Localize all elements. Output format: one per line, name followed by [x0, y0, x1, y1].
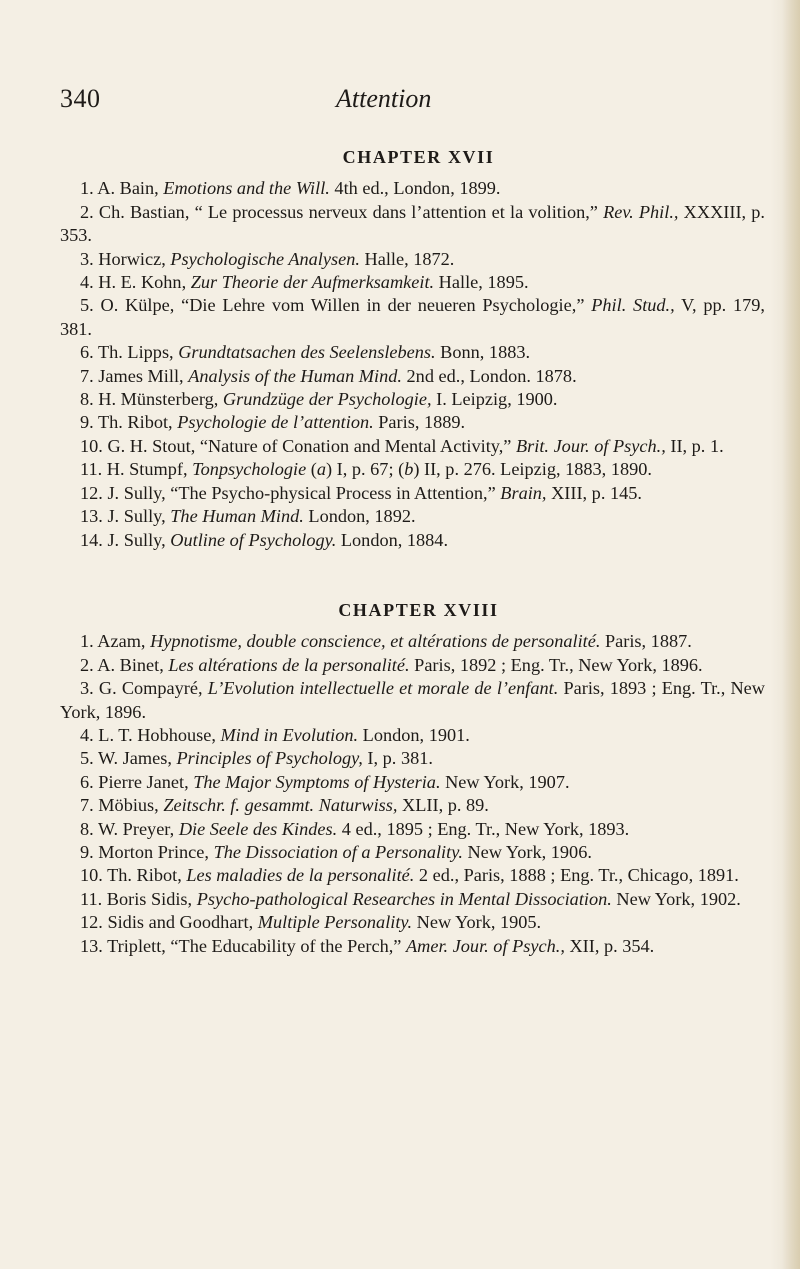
page-header: [60, 84, 750, 124]
chapter-xviii-heading: CHAPTER XVIII: [338, 599, 499, 620]
reference-text: New York, 1905.: [412, 912, 542, 933]
reference-title: Mind in Evolution.: [220, 724, 359, 745]
reference-title: Zeitschr. f. gesammt. Naturwiss,: [163, 795, 398, 816]
reference-title: Psychologie de l’attention.: [177, 412, 374, 433]
reference-text: London, 1884.: [336, 529, 449, 550]
reference-entry: [60, 248, 765, 271]
reference-entry: [60, 841, 765, 864]
reference-text: J. Sully,: [107, 506, 171, 527]
reference-entry: [60, 818, 765, 841]
reference-entry: [60, 435, 765, 458]
reference-entry: [60, 911, 765, 934]
reference-number: 4.: [80, 724, 94, 745]
reference-title: a: [316, 459, 326, 480]
reference-title: Emotions and the Will.: [163, 178, 330, 199]
reference-number: 5.: [80, 295, 94, 316]
reference-number: 13.: [80, 506, 103, 527]
reference-number: 8.: [80, 818, 94, 839]
reference-number: 7.: [80, 365, 94, 386]
reference-text: ) II, p. 276. Leipzig, 1883, 1890.: [413, 459, 652, 480]
reference-text: V, pp. 179, 381.: [60, 295, 766, 339]
reference-text: J. Sully,: [107, 529, 171, 550]
page-number: 340: [60, 84, 101, 113]
reference-entry: [60, 388, 765, 411]
reference-entry: [60, 341, 765, 364]
reference-number: 1.: [80, 631, 94, 652]
reference-text: New York, 1906.: [462, 841, 592, 862]
reference-text: Möbius,: [98, 795, 164, 816]
reference-entry: [60, 411, 765, 434]
reference-text: Horwicz,: [98, 248, 171, 269]
reference-text: New York, 1902.: [611, 888, 741, 909]
reference-number: 11.: [80, 459, 103, 480]
reference-title: The Human Mind.: [170, 506, 304, 527]
reference-title: Multiple Personality.: [257, 912, 413, 933]
reference-title: b: [404, 459, 414, 480]
reference-number: 6.: [80, 342, 94, 363]
reference-title: Zur Theorie der Aufmerksamkeit.: [190, 272, 435, 293]
reference-title: Hypnotisme, double conscience, et altérations de personalité.: [150, 631, 601, 652]
reference-title: L’Evolution intellectuelle et morale de l’enfant.: [207, 678, 559, 699]
reference-entry: [60, 482, 765, 505]
reference-text: ) I, p. 67; (: [326, 459, 405, 480]
reference-title: Brain,: [500, 482, 547, 503]
reference-text: New York, 1907.: [440, 771, 570, 792]
reference-text: Paris, 1887.: [600, 631, 692, 652]
reference-text: G. Compayré,: [98, 678, 208, 699]
reference-title: Rev. Phil.,: [603, 201, 679, 222]
reference-text: Boris Sidis,: [106, 888, 197, 909]
reference-text: A. Bain,: [97, 178, 164, 199]
reference-text: Triplett, “The Educability of the Perch,”: [107, 935, 406, 956]
reference-text: Th. Lipps,: [97, 342, 179, 363]
reference-number: 2.: [80, 654, 94, 675]
reference-entry: [60, 529, 765, 552]
reference-number: 7.: [80, 795, 94, 816]
reference-text: Ch. Bastian, “ Le processus nerveux dans l’attention et la volition,”: [98, 201, 604, 222]
reference-number: 2.: [80, 201, 94, 222]
reference-entry: [60, 935, 765, 958]
reference-text: H. Münsterberg,: [98, 389, 223, 410]
reference-text: 4th ed., London, 1899.: [329, 178, 501, 199]
reference-number: 13.: [80, 935, 103, 956]
chapter-xviii-references: [60, 630, 765, 958]
reference-text: James Mill,: [98, 365, 189, 386]
page-edge-shadow: [782, 0, 800, 1269]
reference-entry: [60, 654, 765, 677]
reference-text: Sidis and Goodhart,: [107, 912, 258, 933]
reference-entry: [60, 888, 765, 911]
reference-title: Amer. Jour. of Psych.,: [405, 935, 565, 956]
reference-text: J. Sully, “The Psycho-physical Process in Attention,”: [107, 482, 501, 503]
reference-text: Th. Ribot,: [107, 865, 187, 886]
reference-entry: [60, 365, 765, 388]
reference-title: Phil. Stud.,: [591, 295, 675, 316]
reference-number: 9.: [80, 841, 94, 862]
reference-number: 6.: [80, 771, 94, 792]
reference-title: Principles of Psychology,: [176, 748, 363, 769]
reference-text: I. Leipzig, 1900.: [431, 389, 558, 410]
chapter-xvii-references: [60, 177, 765, 552]
reference-entry: [60, 271, 765, 294]
reference-text: Bonn, 1883.: [435, 342, 531, 363]
reference-number: 9.: [80, 412, 94, 433]
reference-text: XLII, p. 89.: [397, 795, 489, 816]
reference-entry: [60, 794, 765, 817]
reference-text: H. Stumpf,: [106, 459, 193, 480]
reference-entry: [60, 201, 765, 248]
reference-entry: [60, 677, 765, 724]
reference-text: Azam,: [97, 631, 151, 652]
reference-number: 10.: [80, 435, 103, 456]
reference-entry: [60, 864, 765, 887]
reference-text: W. Preyer,: [97, 818, 179, 839]
reference-text: 4 ed., 1895 ; Eng. Tr., New York, 1893.: [337, 818, 630, 839]
reference-number: 3.: [80, 678, 94, 699]
reference-text: Paris, 1889.: [373, 412, 466, 433]
reference-title: Psychologische Analysen.: [170, 248, 360, 269]
reference-text: G. H. Stout, “Nature of Conation and Mental Activity,”: [107, 435, 516, 456]
reference-text: 2 ed., Paris, 1888 ; Eng. Tr., Chicago, 1891.: [414, 865, 739, 886]
reference-number: 3.: [80, 248, 94, 269]
reference-number: 8.: [80, 389, 94, 410]
reference-title: The Dissociation of a Personality.: [213, 841, 463, 862]
reference-number: 12.: [80, 912, 103, 933]
reference-text: XII, p. 354.: [564, 935, 655, 956]
reference-entry: [60, 505, 765, 528]
reference-text: 2nd ed., London. 1878.: [401, 365, 577, 386]
chapter-xvii-heading: CHAPTER XVII: [342, 147, 495, 167]
reference-text: Pierre Janet,: [98, 771, 194, 792]
reference-title: Les altérations de la personalité.: [168, 654, 410, 675]
reference-text: Paris, 1893 ; Eng. Tr., New York, 1896.: [60, 678, 765, 722]
reference-title: Die Seele des Kindes.: [178, 818, 338, 839]
bibliography: [60, 146, 765, 958]
reference-text: O. Külpe, “Die Lehre vom Willen in der neueren Psychologie,”: [100, 295, 592, 316]
reference-title: Tonpsychologie: [192, 459, 307, 480]
reference-text: (: [306, 459, 317, 480]
reference-number: 11.: [80, 888, 103, 909]
reference-text: XXXIII, p. 353.: [60, 201, 765, 246]
reference-title: The Major Symptoms of Hysteria.: [193, 771, 441, 792]
reference-number: 4.: [80, 272, 94, 293]
reference-text: L. T. Hobhouse,: [98, 724, 221, 745]
reference-title: Grundtatsachen des Seelenslebens.: [178, 342, 436, 363]
reference-title: Brit. Jour. of Psych.,: [515, 435, 666, 456]
reference-title: Psycho-pathological Researches in Mental Dissociation.: [196, 888, 612, 909]
reference-text: Halle, 1895.: [434, 272, 529, 293]
reference-number: 5.: [80, 748, 94, 769]
reference-entry: [60, 458, 765, 481]
reference-title: Grundzüge der Psychologie,: [222, 389, 432, 410]
reference-text: London, 1892.: [303, 506, 416, 527]
reference-text: I, p. 381.: [362, 748, 433, 769]
reference-text: W. James,: [97, 748, 177, 769]
reference-text: Halle, 1872.: [359, 248, 455, 269]
reference-number: 1.: [80, 178, 94, 199]
reference-title: Outline of Psychology.: [170, 529, 337, 550]
reference-text: Morton Prince,: [98, 841, 214, 862]
reference-number: 10.: [80, 865, 103, 886]
reference-number: 14.: [80, 529, 103, 550]
reference-entry: [60, 294, 765, 341]
reference-title: Les maladies de la personalité.: [186, 865, 415, 886]
running-title: Attention: [336, 84, 432, 113]
reference-text: A. Binet,: [97, 654, 169, 675]
reference-text: Paris, 1892 ; Eng. Tr., New York, 1896.: [409, 654, 703, 675]
reference-title: Analysis of the Human Mind.: [188, 365, 402, 386]
reference-entry: [60, 771, 765, 794]
reference-text: II, p. 1.: [665, 435, 724, 456]
reference-text: London, 1901.: [358, 724, 470, 745]
reference-text: Th. Ribot,: [97, 412, 178, 433]
reference-text: XIII, p. 145.: [546, 482, 642, 503]
reference-entry: [60, 747, 765, 770]
reference-text: H. E. Kohn,: [98, 272, 191, 293]
reference-entry: [60, 177, 765, 200]
reference-entry: [60, 724, 765, 747]
reference-number: 12.: [80, 482, 103, 503]
reference-entry: [60, 630, 765, 653]
